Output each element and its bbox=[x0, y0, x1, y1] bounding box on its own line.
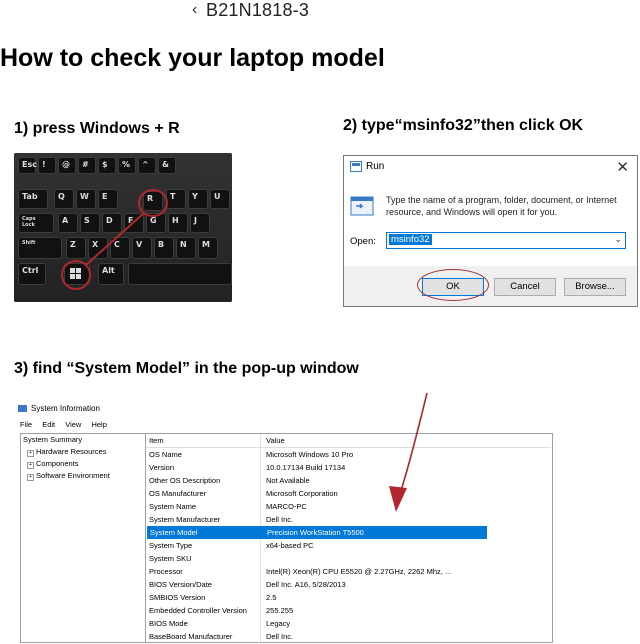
row-value: Dell Inc. bbox=[266, 515, 294, 524]
key: W bbox=[76, 189, 96, 209]
windows-logo-icon bbox=[70, 268, 81, 279]
table-row[interactable] bbox=[146, 552, 549, 565]
row-item: OS Name bbox=[149, 450, 182, 459]
key: @ bbox=[58, 157, 76, 174]
row-value: x64-based PC bbox=[266, 541, 314, 550]
row-value: Legacy bbox=[266, 619, 291, 628]
menu-edit[interactable]: Edit bbox=[42, 420, 56, 429]
open-input-value[interactable]: msinfo32 bbox=[391, 234, 430, 245]
key: Shift bbox=[18, 237, 62, 259]
key: T bbox=[166, 189, 186, 209]
row-value: Microsoft Corporation bbox=[266, 489, 338, 498]
row-item: BIOS Version/Date bbox=[149, 580, 212, 589]
key: & bbox=[158, 157, 176, 174]
row-item: BaseBoard Manufacturer bbox=[149, 632, 233, 641]
tree-item-label: Software Environment bbox=[36, 471, 110, 480]
table-row[interactable] bbox=[146, 604, 549, 617]
expand-icon[interactable]: + bbox=[27, 462, 34, 469]
table-row[interactable] bbox=[146, 539, 549, 552]
menu-view[interactable]: View bbox=[65, 420, 82, 429]
row-value: 10.0.17134 Build 17134 bbox=[266, 463, 346, 472]
key: X bbox=[88, 237, 108, 259]
table-header bbox=[146, 434, 551, 448]
sysinfo-title: System Information bbox=[31, 404, 100, 413]
key: J bbox=[190, 213, 210, 233]
table-row[interactable] bbox=[146, 500, 549, 513]
run-app-icon bbox=[350, 161, 362, 172]
row-item: SMBIOS Version bbox=[149, 593, 206, 602]
cancel-button[interactable]: Cancel bbox=[494, 278, 556, 296]
row-value: Dell Inc. bbox=[266, 632, 294, 641]
row-item: Other OS Description bbox=[149, 476, 221, 485]
row-item: BIOS Mode bbox=[149, 619, 188, 628]
chevron-down-icon[interactable]: ⌄ bbox=[614, 234, 622, 244]
row-item: System Type bbox=[149, 541, 193, 550]
browse-button[interactable]: Browse... bbox=[564, 278, 626, 296]
row-value: Dell Inc. A16, 5/28/2013 bbox=[266, 580, 346, 589]
key: Tab bbox=[18, 189, 48, 209]
page-title: How to check your laptop model bbox=[0, 44, 385, 72]
tree-item-software-environment[interactable] bbox=[21, 470, 145, 482]
key: U bbox=[210, 189, 230, 209]
table-row[interactable] bbox=[146, 578, 549, 591]
row-value: Precision WorkStation T5500 bbox=[267, 528, 364, 537]
column-header-item[interactable]: Item bbox=[149, 436, 164, 445]
open-label: Open: bbox=[350, 236, 376, 247]
key: S bbox=[80, 213, 100, 233]
keyboard-annotation bbox=[14, 153, 232, 302]
step-2-label: 2) type“msinfo32”then click OK bbox=[343, 117, 584, 134]
key: F bbox=[124, 213, 144, 233]
row-item: Version bbox=[149, 463, 175, 472]
row-value: 255.255 bbox=[266, 606, 294, 615]
key: Esc bbox=[18, 157, 36, 174]
key: D bbox=[102, 213, 122, 233]
menu-file[interactable]: File bbox=[20, 420, 33, 429]
ok-highlight-circle bbox=[417, 269, 489, 301]
close-icon[interactable]: ✕ bbox=[616, 159, 629, 176]
row-value: Microsoft Windows 10 Pro bbox=[266, 450, 354, 459]
row-item: Embedded Controller Version bbox=[149, 606, 247, 615]
key: A bbox=[58, 213, 78, 233]
category-tree bbox=[20, 433, 146, 643]
key: ! bbox=[38, 157, 56, 174]
back-chevron-icon[interactable]: ‹ bbox=[192, 1, 198, 18]
key: H bbox=[168, 213, 188, 233]
tree-item-system-summary[interactable]: System Summary bbox=[23, 435, 83, 444]
table-row[interactable] bbox=[146, 487, 549, 500]
menu-bar bbox=[20, 420, 115, 429]
step-1-label: 1) press Windows + R bbox=[14, 120, 180, 137]
system-information-window bbox=[18, 400, 553, 643]
key: ^ bbox=[138, 157, 156, 174]
table-row[interactable] bbox=[146, 565, 549, 578]
run-titlebar bbox=[344, 156, 637, 178]
row-value: 2.5 bbox=[266, 593, 277, 602]
product-code: B21N1818-3 bbox=[206, 0, 310, 20]
run-program-icon bbox=[350, 196, 376, 218]
tree-item-label: Hardware Resources bbox=[36, 447, 107, 456]
key: C bbox=[110, 237, 130, 259]
table-row[interactable] bbox=[146, 617, 549, 630]
run-dialog bbox=[343, 155, 638, 307]
summary-table bbox=[146, 433, 553, 643]
expand-icon[interactable]: + bbox=[27, 474, 34, 481]
table-row[interactable] bbox=[146, 461, 549, 474]
table-row[interactable] bbox=[146, 474, 549, 487]
open-input[interactable] bbox=[386, 232, 626, 249]
key: B bbox=[154, 237, 174, 259]
row-item: System Model bbox=[150, 528, 198, 537]
connector-line bbox=[86, 213, 144, 265]
ok-button[interactable]: OK bbox=[422, 278, 484, 296]
key: % bbox=[118, 157, 136, 174]
tree-item-components[interactable] bbox=[21, 458, 145, 470]
sysinfo-titlebar bbox=[18, 404, 100, 413]
key: $ bbox=[98, 157, 116, 174]
row-value: Not Available bbox=[266, 476, 310, 485]
table-row[interactable] bbox=[147, 526, 487, 539]
sysinfo-app-icon bbox=[18, 405, 27, 412]
tree-item-hardware-resources[interactable] bbox=[21, 446, 145, 458]
row-item: Processor bbox=[149, 567, 183, 576]
key: # bbox=[78, 157, 96, 174]
row-item: OS Manufacturer bbox=[149, 489, 207, 498]
key: Z bbox=[66, 237, 86, 259]
row-value: Intel(R) Xeon(R) CPU E5520 @ 2.27GHz, 2262 Mhz, ... bbox=[266, 567, 452, 576]
run-footer bbox=[344, 266, 637, 306]
key: Y bbox=[188, 189, 208, 209]
tree-item-label: Components bbox=[36, 459, 79, 468]
key: Q bbox=[54, 189, 74, 209]
column-header-value[interactable]: Value bbox=[266, 436, 285, 445]
table-row[interactable] bbox=[146, 630, 549, 643]
keyboard-image bbox=[14, 153, 232, 302]
top-bar bbox=[0, 0, 640, 22]
row-value: MARCO-PC bbox=[266, 502, 307, 511]
key: M bbox=[198, 237, 218, 259]
key: Ctrl bbox=[18, 263, 46, 285]
table-row[interactable] bbox=[146, 591, 549, 604]
key: V bbox=[132, 237, 152, 259]
run-description: Type the name of a program, folder, document, or Internet resource, and Windows will open it for you. bbox=[386, 195, 617, 217]
r-key-highlight-circle bbox=[139, 190, 167, 216]
key: N bbox=[176, 237, 196, 259]
table-row[interactable] bbox=[146, 513, 549, 526]
row-item: System Name bbox=[149, 502, 197, 511]
row-item: System Manufacturer bbox=[149, 515, 221, 524]
step-3-label: 3) find “System Model” in the pop-up window bbox=[14, 360, 359, 377]
expand-icon[interactable]: + bbox=[27, 450, 34, 457]
row-item: System SKU bbox=[149, 554, 192, 563]
key: R bbox=[143, 191, 163, 211]
key: G bbox=[146, 213, 166, 233]
run-title: Run bbox=[366, 161, 385, 172]
key: Alt bbox=[98, 263, 124, 285]
menu-help[interactable]: Help bbox=[91, 420, 107, 429]
key: Caps Lock bbox=[18, 213, 54, 233]
key: E bbox=[98, 189, 118, 209]
table-row[interactable] bbox=[146, 448, 549, 461]
